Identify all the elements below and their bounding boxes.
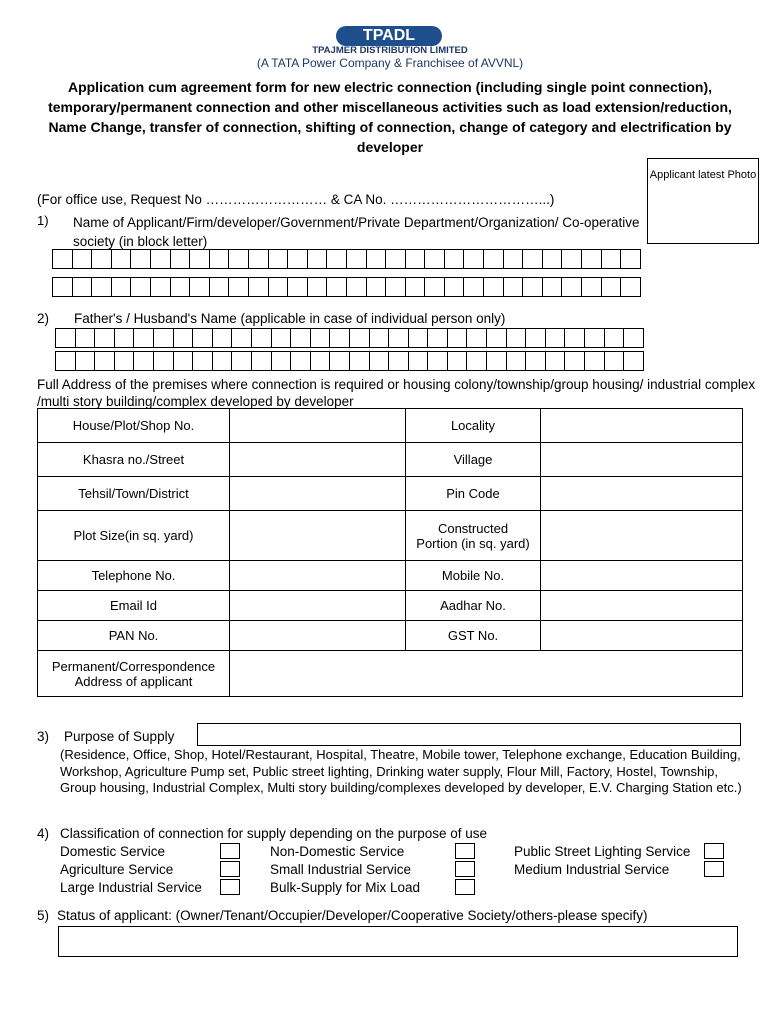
- char-box[interactable]: [130, 277, 151, 297]
- char-box[interactable]: [75, 328, 96, 348]
- char-box[interactable]: [427, 328, 448, 348]
- char-box[interactable]: [564, 328, 585, 348]
- char-box[interactable]: [444, 277, 465, 297]
- address-field-input[interactable]: [541, 477, 743, 511]
- char-box[interactable]: [506, 351, 527, 371]
- classification-checkbox[interactable]: [220, 843, 240, 859]
- char-box[interactable]: [545, 328, 566, 348]
- char-box[interactable]: [463, 249, 484, 269]
- char-box[interactable]: [248, 277, 269, 297]
- classification-checkbox[interactable]: [455, 879, 475, 895]
- address-field-label: Khasra no./Street: [38, 443, 230, 477]
- char-box[interactable]: [290, 328, 311, 348]
- char-box[interactable]: [310, 328, 331, 348]
- classification-checkbox[interactable]: [455, 861, 475, 877]
- office-use-line: (For office use, Request No ……………………… & CA No. ……………………………...): [37, 192, 555, 207]
- father-boxes-row1[interactable]: [55, 328, 643, 348]
- classification-label: Non-Domestic Service: [270, 843, 405, 859]
- address-field-input[interactable]: [230, 591, 406, 621]
- char-box[interactable]: [584, 351, 605, 371]
- address-field-label: House/Plot/Shop No.: [38, 409, 230, 443]
- address-field-input[interactable]: [541, 511, 743, 561]
- address-label: Full Address of the premises where connection is required or housing colony/township/group housing/ industrial complex /multi story building/complex developed by developer: [37, 377, 756, 409]
- char-box[interactable]: [55, 328, 76, 348]
- char-box[interactable]: [111, 249, 132, 269]
- address-field-input[interactable]: [230, 511, 406, 561]
- char-box[interactable]: [228, 249, 249, 269]
- char-box[interactable]: [94, 351, 115, 371]
- classification-checkbox[interactable]: [455, 843, 475, 859]
- char-box[interactable]: [581, 249, 602, 269]
- char-box[interactable]: [424, 277, 445, 297]
- char-box[interactable]: [209, 249, 230, 269]
- char-box[interactable]: [170, 249, 191, 269]
- permanent-address-input[interactable]: [230, 651, 743, 697]
- classification-label: Large Industrial Service: [60, 879, 202, 895]
- char-box[interactable]: [466, 351, 487, 371]
- char-box[interactable]: [561, 277, 582, 297]
- char-box[interactable]: [604, 351, 625, 371]
- char-box[interactable]: [329, 351, 350, 371]
- address-field-label: Locality: [406, 409, 541, 443]
- char-box[interactable]: [503, 249, 524, 269]
- classification-checkbox[interactable]: [220, 879, 240, 895]
- char-box[interactable]: [75, 351, 96, 371]
- address-field-label: Tehsil/Town/District: [38, 477, 230, 511]
- char-box[interactable]: [72, 277, 93, 297]
- father-boxes-row2[interactable]: [55, 351, 643, 371]
- char-box[interactable]: [114, 328, 135, 348]
- char-box[interactable]: [52, 277, 73, 297]
- char-box[interactable]: [189, 249, 210, 269]
- classification-checkbox[interactable]: [704, 843, 724, 859]
- char-box[interactable]: [486, 328, 507, 348]
- char-box[interactable]: [483, 249, 504, 269]
- address-field-input[interactable]: [541, 409, 743, 443]
- char-box[interactable]: [153, 328, 174, 348]
- char-box[interactable]: [349, 328, 370, 348]
- address-field-label: Email Id: [38, 591, 230, 621]
- char-box[interactable]: [271, 351, 292, 371]
- char-box[interactable]: [248, 249, 269, 269]
- char-box[interactable]: [408, 328, 429, 348]
- company-name: TPAJMER DISTRIBUTION LIMITED: [312, 45, 468, 56]
- address-field-label: Village: [406, 443, 541, 477]
- char-box[interactable]: [604, 328, 625, 348]
- char-box[interactable]: [408, 351, 429, 371]
- char-box[interactable]: [307, 277, 328, 297]
- char-box[interactable]: [542, 277, 563, 297]
- char-box[interactable]: [91, 277, 112, 297]
- q2-label: Father's / Husband's Name (applicable in case of individual person only): [74, 311, 506, 326]
- classification-label: Public Street Lighting Service: [514, 843, 691, 859]
- char-box[interactable]: [369, 328, 390, 348]
- char-box[interactable]: [466, 328, 487, 348]
- char-box[interactable]: [483, 277, 504, 297]
- char-box[interactable]: [623, 351, 644, 371]
- char-box[interactable]: [150, 277, 171, 297]
- char-box[interactable]: [268, 277, 289, 297]
- q3-num: 3): [37, 729, 50, 744]
- name-boxes-row2[interactable]: [52, 277, 640, 297]
- address-field-label: Mobile No.: [406, 561, 541, 591]
- char-box[interactable]: [251, 328, 272, 348]
- char-box[interactable]: [326, 277, 347, 297]
- address-field-input[interactable]: [541, 561, 743, 591]
- classification-checkbox[interactable]: [220, 861, 240, 877]
- address-field-input[interactable]: [230, 561, 406, 591]
- tpadl-logo: TPADL: [336, 26, 442, 46]
- char-box[interactable]: [447, 351, 468, 371]
- char-box[interactable]: [463, 277, 484, 297]
- char-box[interactable]: [153, 351, 174, 371]
- address-field-label: Plot Size(in sq. yard): [38, 511, 230, 561]
- char-box[interactable]: [349, 351, 370, 371]
- char-box[interactable]: [268, 249, 289, 269]
- char-box[interactable]: [522, 277, 543, 297]
- char-box[interactable]: [228, 277, 249, 297]
- char-box[interactable]: [173, 351, 194, 371]
- char-box[interactable]: [94, 328, 115, 348]
- char-box[interactable]: [405, 277, 426, 297]
- char-box[interactable]: [346, 277, 367, 297]
- char-box[interactable]: [189, 277, 210, 297]
- q3-label: Purpose of Supply: [64, 729, 175, 744]
- char-box[interactable]: [130, 249, 151, 269]
- address-field-label: PAN No.: [38, 621, 230, 651]
- form-title: Application cum agreement form for new electric connection (including single point connection), temporary/permanent connection and other miscellaneous activities such as load extension/reduction, Name Change, transfer of connection, shifting of connection, change of category and electrification by developer: [48, 79, 732, 155]
- char-box[interactable]: [405, 249, 426, 269]
- char-box[interactable]: [388, 328, 409, 348]
- char-box[interactable]: [133, 328, 154, 348]
- char-box[interactable]: [290, 351, 311, 371]
- char-box[interactable]: [424, 249, 445, 269]
- address-field-label: Telephone No.: [38, 561, 230, 591]
- char-box[interactable]: [444, 249, 465, 269]
- permanent-address-label: Permanent/Correspondence Address of applicant: [38, 651, 230, 697]
- franchise-note: (A TATA Power Company & Franchisee of AVVNL): [256, 56, 524, 70]
- char-box[interactable]: [486, 351, 507, 371]
- address-table: [37, 408, 743, 697]
- char-box[interactable]: [271, 328, 292, 348]
- char-box[interactable]: [542, 249, 563, 269]
- char-box[interactable]: [506, 328, 527, 348]
- char-box[interactable]: [52, 249, 73, 269]
- char-box[interactable]: [346, 249, 367, 269]
- classification-checkbox[interactable]: [704, 861, 724, 877]
- char-box[interactable]: [369, 351, 390, 371]
- address-field-label: Constructed Portion (in sq. yard): [406, 511, 541, 561]
- char-box[interactable]: [287, 277, 308, 297]
- char-box[interactable]: [55, 351, 76, 371]
- char-box[interactable]: [427, 351, 448, 371]
- q4-label: Classification of connection for supply depending on the purpose of use: [60, 826, 488, 841]
- char-box[interactable]: [564, 351, 585, 371]
- q3-note: (Residence, Office, Shop, Hotel/Restaurant, Hospital, Theatre, Mobile tower, Telephone exchange, Education Building, Workshop, Agriculture Pump set, Public street lighting, Drinking water supply, Flour Mill, Factory, Hostel, Township, Group housing, Industrial Complex, Multi story building/complexes developed by developer, E.V. Charging Station etc.): [60, 747, 742, 795]
- char-box[interactable]: [388, 351, 409, 371]
- char-box[interactable]: [173, 328, 194, 348]
- char-box[interactable]: [503, 277, 524, 297]
- char-box[interactable]: [620, 277, 641, 297]
- classification-label: Medium Industrial Service: [514, 861, 670, 877]
- char-box[interactable]: [111, 277, 132, 297]
- char-box[interactable]: [326, 249, 347, 269]
- char-box[interactable]: [581, 277, 602, 297]
- char-box[interactable]: [522, 249, 543, 269]
- char-box[interactable]: [150, 249, 171, 269]
- char-box[interactable]: [192, 351, 213, 371]
- char-box[interactable]: [170, 277, 191, 297]
- char-box[interactable]: [192, 328, 213, 348]
- char-box[interactable]: [561, 249, 582, 269]
- char-box[interactable]: [307, 249, 328, 269]
- address-field-input[interactable]: [541, 621, 743, 651]
- q2-num: 2): [37, 311, 50, 326]
- address-field-label: Aadhar No.: [406, 591, 541, 621]
- char-box[interactable]: [231, 328, 252, 348]
- char-box[interactable]: [114, 351, 135, 371]
- char-box[interactable]: [385, 277, 406, 297]
- classification-label: Agriculture Service: [60, 861, 174, 877]
- address-field-input[interactable]: [230, 443, 406, 477]
- char-box[interactable]: [447, 328, 468, 348]
- char-box[interactable]: [525, 351, 546, 371]
- char-box[interactable]: [366, 277, 387, 297]
- address-field-input[interactable]: [230, 621, 406, 651]
- char-box[interactable]: [212, 351, 233, 371]
- classification-label: Domestic Service: [60, 843, 166, 859]
- classification-label: Small Industrial Service: [270, 861, 412, 877]
- photo-box[interactable]: [647, 158, 759, 244]
- char-box[interactable]: [91, 249, 112, 269]
- address-field-input[interactable]: [230, 409, 406, 443]
- char-box[interactable]: [620, 249, 641, 269]
- address-field-input[interactable]: [541, 443, 743, 477]
- char-box[interactable]: [584, 328, 605, 348]
- char-box[interactable]: [133, 351, 154, 371]
- char-box[interactable]: [287, 249, 308, 269]
- char-box[interactable]: [251, 351, 272, 371]
- char-box[interactable]: [525, 328, 546, 348]
- name-boxes-row1[interactable]: [52, 249, 640, 269]
- address-field-label: Pin Code: [406, 477, 541, 511]
- q4-num: 4): [37, 826, 50, 841]
- photo-label: Applicant latest Photo: [649, 169, 757, 181]
- q5-num: 5): [37, 908, 50, 923]
- classification-label: Bulk-Supply for Mix Load: [270, 879, 421, 895]
- status-input[interactable]: [58, 926, 738, 957]
- char-box[interactable]: [601, 277, 622, 297]
- char-box[interactable]: [231, 351, 252, 371]
- q1-num: 1): [37, 213, 49, 228]
- q1-label: Name of Applicant/Firm/developer/Government/Private Department/Organization/ Co-operative society (in block letter): [73, 215, 640, 249]
- address-field-input[interactable]: [541, 591, 743, 621]
- char-box[interactable]: [385, 249, 406, 269]
- char-box[interactable]: [209, 277, 230, 297]
- char-box[interactable]: [601, 249, 622, 269]
- char-box[interactable]: [329, 328, 350, 348]
- address-field-label: GST No.: [406, 621, 541, 651]
- char-box[interactable]: [623, 328, 644, 348]
- char-box[interactable]: [545, 351, 566, 371]
- char-box[interactable]: [310, 351, 331, 371]
- char-box[interactable]: [212, 328, 233, 348]
- char-box[interactable]: [72, 249, 93, 269]
- char-box[interactable]: [366, 249, 387, 269]
- purpose-input[interactable]: [197, 723, 741, 746]
- address-field-input[interactable]: [230, 477, 406, 511]
- q5-label: Status of applicant: (Owner/Tenant/Occupier/Developer/Cooperative Society/others-please specify): [57, 908, 648, 923]
